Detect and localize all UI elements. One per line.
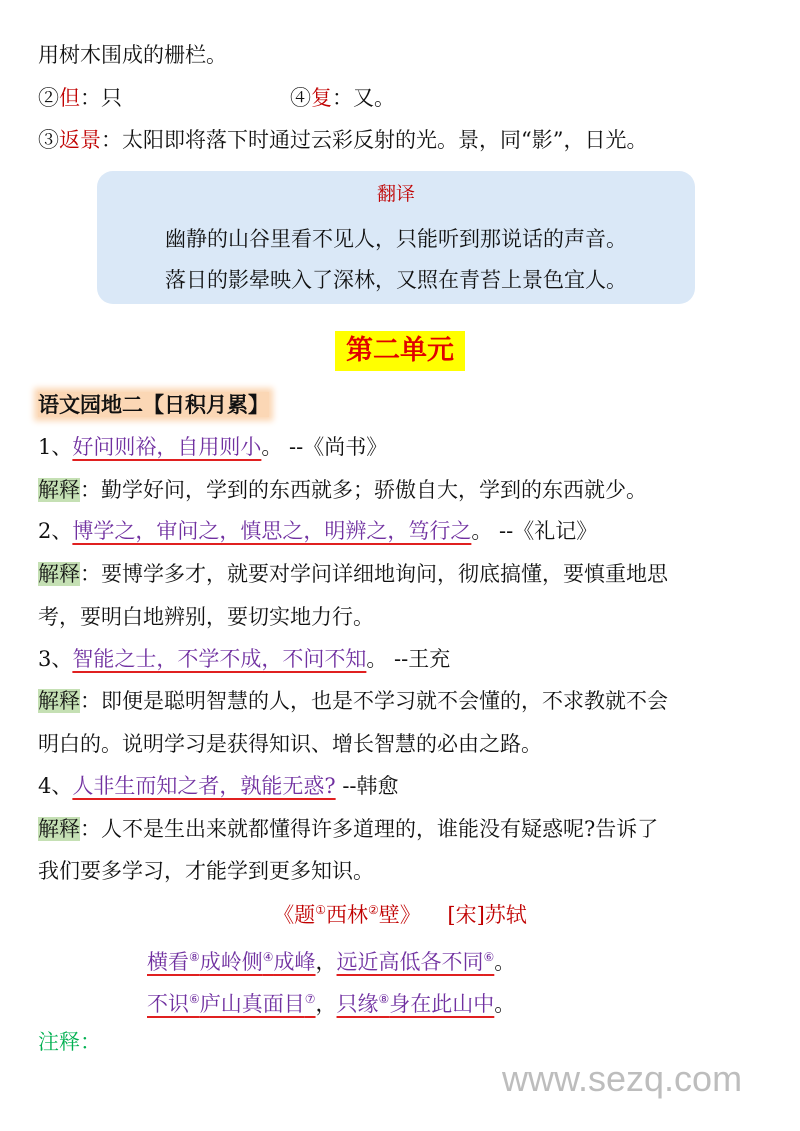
note-4 xyxy=(290,83,395,113)
saying-quote: 智能之士，不学不成，不问不知 xyxy=(72,647,367,671)
item-number: 1、 xyxy=(38,435,73,459)
note-def: ：只 xyxy=(80,86,122,110)
note-2 xyxy=(38,83,122,113)
verse: 不识 xyxy=(147,992,189,1016)
notes-label: 注释： xyxy=(38,1030,101,1054)
garden-title xyxy=(38,390,269,420)
item-number: 4、 xyxy=(38,774,73,798)
explanation-cont: 考，要明白地辨别，要切实地力行。 xyxy=(38,605,374,629)
poem-line xyxy=(147,942,515,977)
translation-line: 落日的影晕映入了深林，又照在青苔上景色宜人。 xyxy=(165,268,627,292)
poem-title-part: 西林 xyxy=(325,903,368,927)
translation-line: 幽静的山谷里看不见人，只能听到那说话的声音。 xyxy=(165,227,627,251)
poem-author: [宋]苏轼 xyxy=(447,903,527,927)
explanation-label: 解释 xyxy=(38,817,80,841)
punct: ， xyxy=(315,950,337,974)
saying-source: --韩愈 xyxy=(335,774,399,798)
footnote-mark: ⑥ xyxy=(483,950,495,964)
poem-title-part: 壁》 xyxy=(378,903,421,927)
poem-line xyxy=(147,984,515,1019)
saying-quote: 人非生而知之者，孰能无惑? xyxy=(72,774,336,798)
unit-title: 第二单元 xyxy=(335,331,465,371)
verse: 远近高低各不同 xyxy=(336,950,484,974)
saying-item xyxy=(38,432,387,462)
explanation-label: 解释 xyxy=(38,562,80,586)
translation-title: 翻译 xyxy=(376,183,415,205)
punct: 。 xyxy=(494,950,516,974)
explanation-text: ：勤学好问，学到的东西就多；骄傲自大，学到的东西就少。 xyxy=(80,478,647,502)
note-num: ③ xyxy=(38,128,59,152)
punct: ， xyxy=(315,992,337,1016)
footnote-mark: ② xyxy=(367,903,379,917)
verse: 身在此山中 xyxy=(389,992,495,1016)
saying-source: 。 --《礼记》 xyxy=(471,519,598,543)
note-def: ：又。 xyxy=(332,86,395,110)
footnote-mark: ⑥ xyxy=(189,992,200,1006)
explanation-label: 解释 xyxy=(38,478,80,502)
translation-box xyxy=(97,171,695,304)
explanation-cont: 我们要多学习，才能学到更多知识。 xyxy=(38,859,374,883)
verse: 庐山真面目 xyxy=(199,992,305,1016)
footnote-mark: ⑧ xyxy=(189,950,200,964)
item-number: 3、 xyxy=(38,647,73,671)
note-word: 返景 xyxy=(59,128,101,152)
text-line: 用树木围成的栅栏。 xyxy=(38,43,227,67)
note-3 xyxy=(38,125,647,155)
poem-title xyxy=(0,899,800,929)
footnote-mark: ⑧ xyxy=(378,992,390,1006)
poem-title-part: 《题 xyxy=(273,903,316,927)
saying-item xyxy=(38,516,597,546)
saying-item xyxy=(38,771,399,801)
note-num: ② xyxy=(38,86,59,110)
explanation-text: ：要博学多才，就要对学问详细地询问，彻底搞懂，要慎重地思 xyxy=(80,562,668,586)
verse: 成峰 xyxy=(273,950,316,974)
verse: 横看 xyxy=(147,950,189,974)
footnote-mark: ⑦ xyxy=(304,992,316,1006)
explanation xyxy=(38,814,658,844)
explanation-text: ：人不是生出来就都懂得许多道理的，谁能没有疑惑呢?告诉了 xyxy=(80,817,659,841)
item-number: 2、 xyxy=(38,519,73,543)
explanation xyxy=(38,475,647,505)
saying-quote: 好问则裕，自用则小 xyxy=(72,435,262,459)
note-word: 复 xyxy=(311,86,332,110)
footnote-mark: ④ xyxy=(262,950,274,964)
punct: 。 xyxy=(494,992,516,1016)
saying-source: 。 --王充 xyxy=(366,647,451,671)
explanation-cont: 明白的。说明学习是获得知识、增长智慧的必由之路。 xyxy=(38,732,542,756)
verse: 成岭侧 xyxy=(199,950,263,974)
explanation xyxy=(38,686,668,716)
note-word: 但 xyxy=(59,86,80,110)
footnote-mark: ① xyxy=(315,903,326,917)
saying-item xyxy=(38,644,450,674)
saying-quote: 博学之，审问之，慎思之，明辨之，笃行之 xyxy=(72,519,472,543)
saying-source: 。 --《尚书》 xyxy=(261,435,388,459)
verse: 只缘 xyxy=(336,992,379,1016)
note-def: ：太阳即将落下时通过云彩反射的光。景，同“影”，日光。 xyxy=(101,128,648,152)
explanation xyxy=(38,559,668,589)
garden-title-text: 语文园地二【日积月累】 xyxy=(38,392,269,417)
explanation-text: ：即便是聪明智慧的人，也是不学习就不会懂的，不求教就不会 xyxy=(80,689,668,713)
note-num: ④ xyxy=(290,86,311,110)
explanation-label: 解释 xyxy=(38,689,80,713)
watermark: www.sezq.com xyxy=(502,1058,743,1099)
